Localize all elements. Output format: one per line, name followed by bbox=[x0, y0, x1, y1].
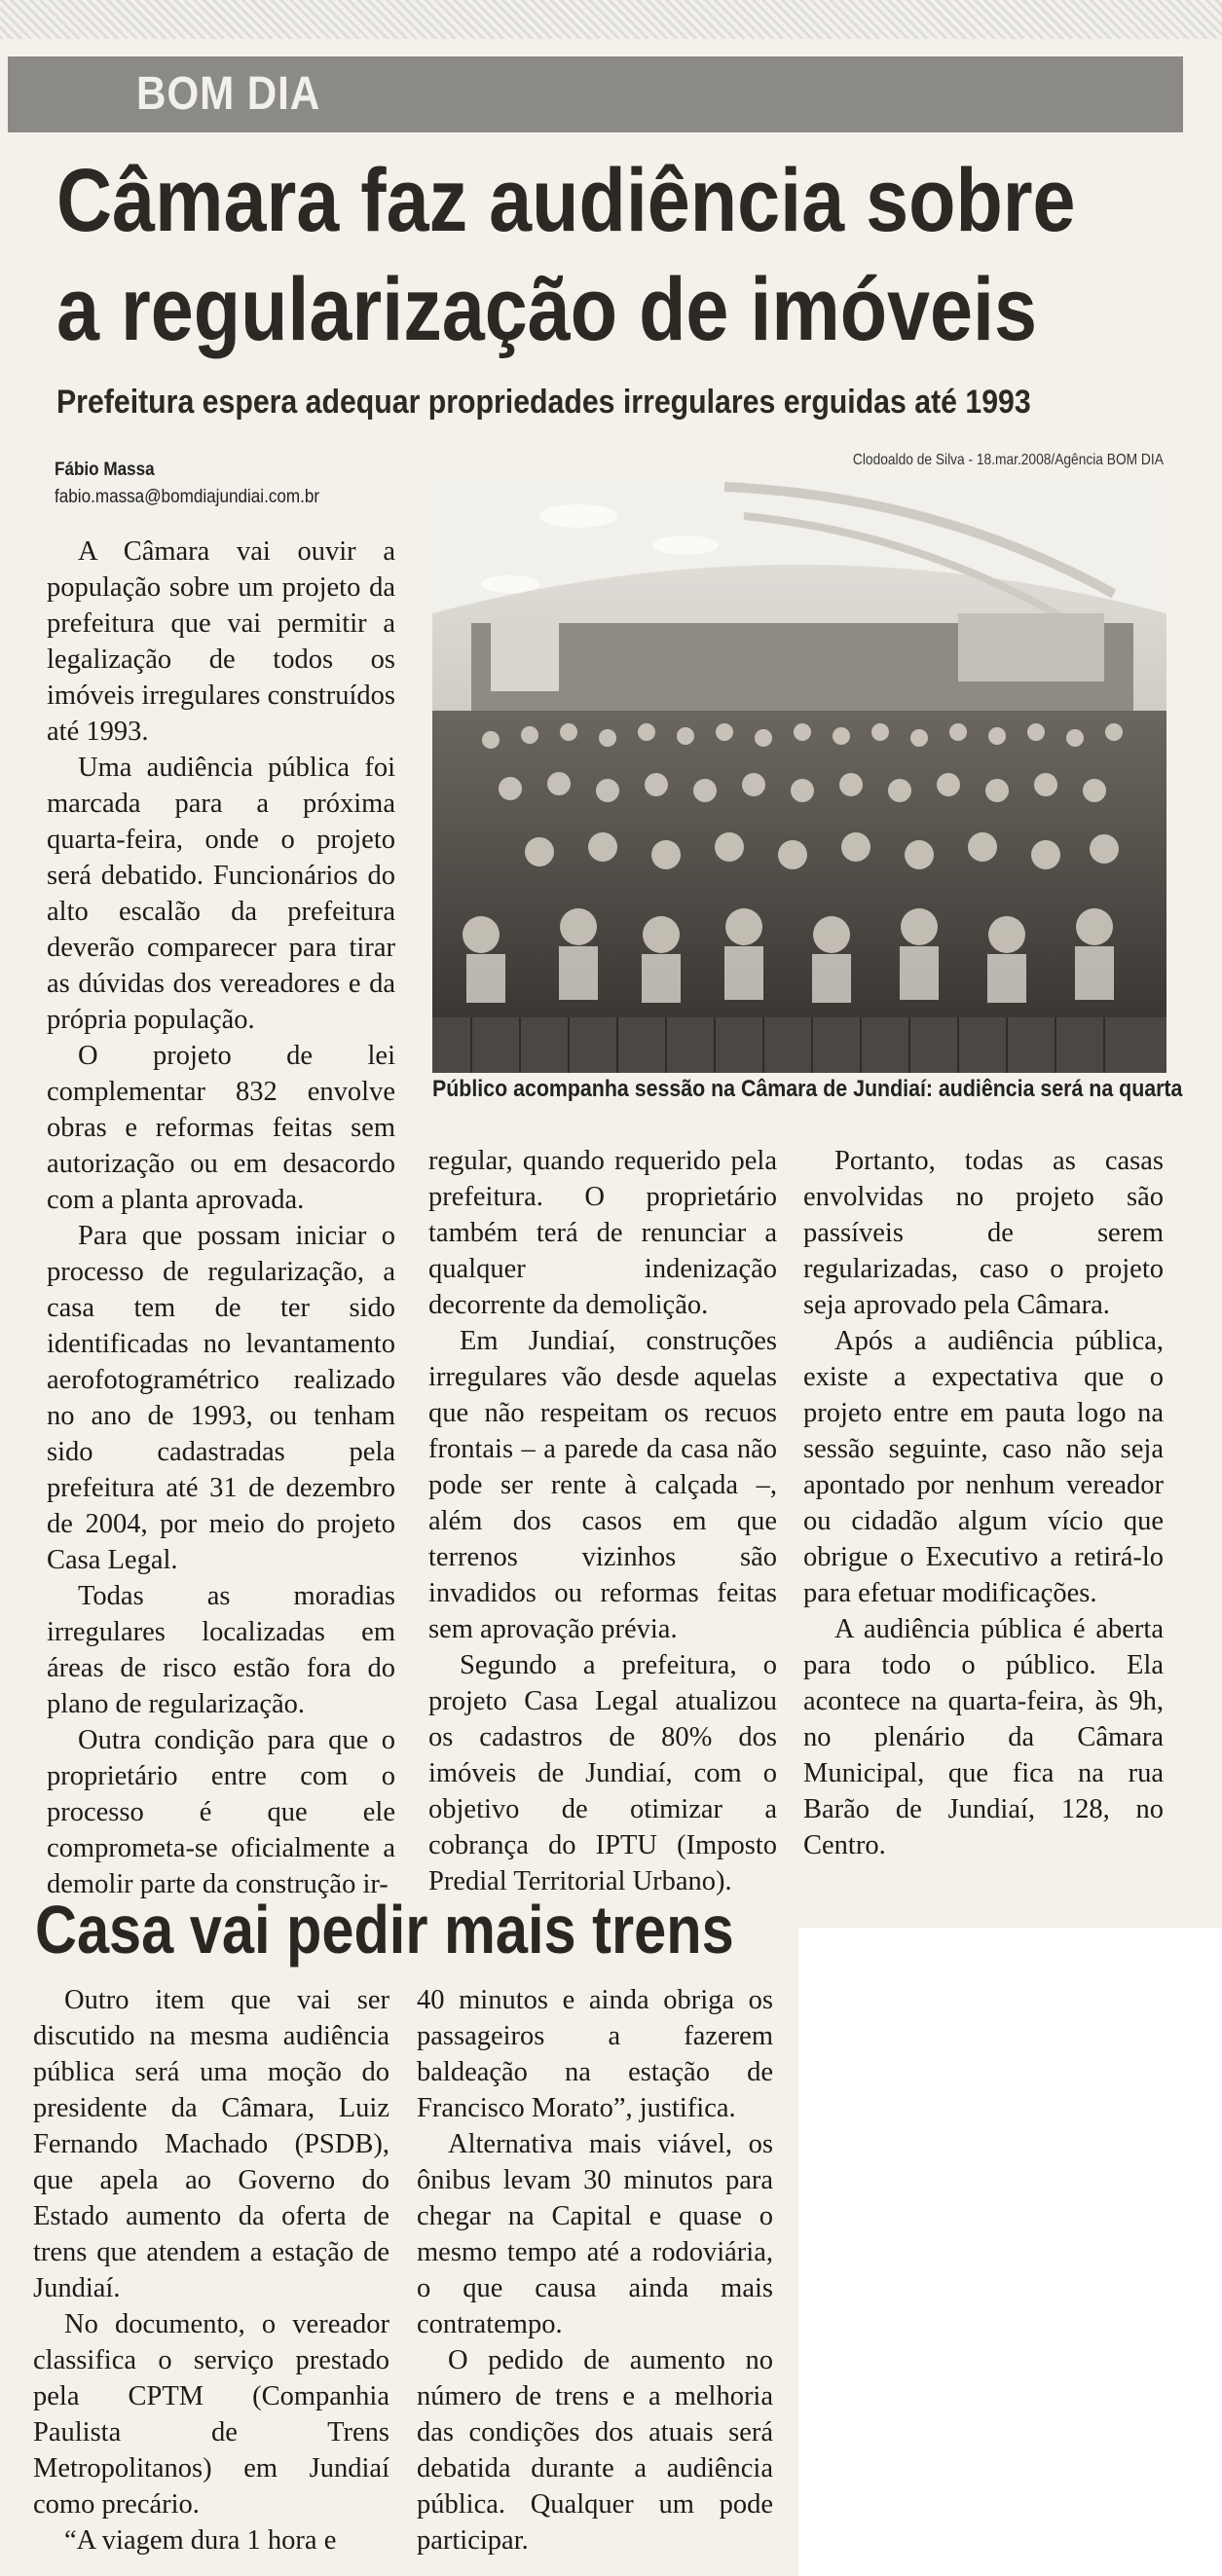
sidebar-headline: Casa vai pedir mais trens bbox=[35, 1892, 734, 1968]
subheadline: Prefeitura espera adequar propriedades irregulares erguidas até 1993 bbox=[56, 384, 1031, 421]
byline bbox=[55, 460, 319, 508]
paragraph: Em Jundiaí, construções irregulares vão desde aquelas que não respeitam os recuos frontais – a parede da casa não pode ser rente à calçada –, além dos casos em que terrenos vizinhos são invadidos ou reformas feitas sem aprovação prévia. bbox=[428, 1326, 777, 1644]
audience-photo-illustration bbox=[432, 477, 1166, 1073]
paragraph: A Câmara vai ouvir a população sobre um projeto da prefeitura que vai permitir a legalização de todos os imóveis irregulares construídos até 1993. bbox=[47, 536, 395, 747]
paragraph: “A viagem dura 1 hora e bbox=[64, 2525, 337, 2556]
paragraph: Todas as moradias irregulares localizadas em áreas de risco estão fora do plano de regularização. bbox=[47, 1581, 395, 1719]
sidebar-column-2 bbox=[417, 1982, 773, 2558]
headline-line-2: a regularização de imóveis bbox=[56, 260, 1038, 359]
author-email: fabio.massa@bomdiajundiai.com.br bbox=[55, 487, 320, 507]
photo-credit: Clodoaldo de Silva - 18.mar.2008/Agência BOM DIA bbox=[853, 452, 1164, 468]
author-name: Fábio Massa bbox=[55, 460, 155, 480]
article-column-3 bbox=[803, 1143, 1164, 1863]
sidebar-column-1 bbox=[33, 1982, 389, 2558]
paragraph: Portanto, todas as casas envolvidas no projeto são passíveis de serem regularizadas, caso o projeto seja aprovado pela Câmara. bbox=[803, 1146, 1164, 1320]
page-edge bbox=[0, 0, 1222, 39]
paragraph: A audiência pública é aberta para todo o público. Ela acontece na quarta-feira, às 9h, no plenário da Câmara Municipal, que fica na rua Barão de Jundiaí, 128, no Centro. bbox=[803, 1614, 1164, 1860]
article-column-1 bbox=[47, 534, 395, 1902]
paragraph: regular, quando requerido pela prefeitura. O proprietário também terá de renunciar a qualquer indenização decorrente da demolição. bbox=[428, 1146, 777, 1320]
paragraph: Outro item que vai ser discutido na mesma audiência pública será uma moção do presidente da Câmara, Luiz Fernando Machado (PSDB), que apela ao Governo do Estado aumento da oferta de trens que atendem a estação de Jundiaí. bbox=[33, 1985, 389, 2303]
paragraph: O pedido de aumento no número de trens e a melhoria das condições dos atuais será debatida durante a audiência pública. Qualquer um pode participar. bbox=[417, 2345, 773, 2556]
paragraph: Para que possam iniciar o processo de regularização, a casa tem de ter sido identificadas no levantamento aerofotogramétrico realizado no ano de 1993, ou tenham sido cadastradas pela prefeitura até 31 de dezembro de 2004, por meio do projeto Casa Legal. bbox=[47, 1221, 395, 1575]
article-photo bbox=[432, 477, 1166, 1073]
section-label: BOM DIA bbox=[136, 68, 321, 120]
blank-area bbox=[798, 1928, 1222, 2576]
headline bbox=[56, 146, 1076, 364]
paragraph: O projeto de lei complementar 832 envolve obras e reformas feitas sem autorização ou em desacordo com a planta aprovada. bbox=[47, 1041, 395, 1215]
article-column-2 bbox=[428, 1143, 777, 1899]
paragraph: No documento, o vereador classifica o serviço prestado pela CPTM (Companhia Paulista de Trens Metropolitanos) em Jundiaí como precário. bbox=[33, 2309, 389, 2520]
paragraph: Segundo a prefeitura, o projeto Casa Legal atualizou os cadastros de 80% dos imóveis de Jundiaí, com o objetivo de otimizar a cobrança do IPTU (Imposto Predial Territorial Urbano). bbox=[428, 1650, 777, 1896]
paragraph: Alternativa mais viável, os ônibus levam 30 minutos para chegar na Capital e quase o mesmo tempo até a rodoviária, o que causa ainda mais contratempo. bbox=[417, 2129, 773, 2339]
paragraph: Após a audiência pública, existe a expectativa que o projeto entre em pauta logo na sessão seguinte, caso não seja apontado por nenhum vereador ou cidadão algum vício que obrigue o Executivo a retirá-lo para efetuar modificações. bbox=[803, 1326, 1164, 1608]
headline-line-1: Câmara faz audiência sobre bbox=[56, 151, 1076, 250]
paragraph: 40 minutos e ainda obriga os passageiros a fazerem baldeação na estação de Francisco Morato”, justifica. bbox=[417, 1985, 773, 2123]
paragraph: Outra condição para que o proprietário entre com o processo é que ele comprometa-se oficialmente a demolir parte da construção ir- bbox=[47, 1725, 395, 1899]
paragraph: Uma audiência pública foi marcada para a próxima quarta-feira, onde o projeto será debatido. Funcionários do alto escalão da prefeitura deverão comparecer para tirar as dúvidas dos vereadores e da própria população. bbox=[47, 753, 395, 1035]
photo-caption: Público acompanha sessão na Câmara de Jundiaí: audiência será na quarta bbox=[432, 1076, 1183, 1102]
